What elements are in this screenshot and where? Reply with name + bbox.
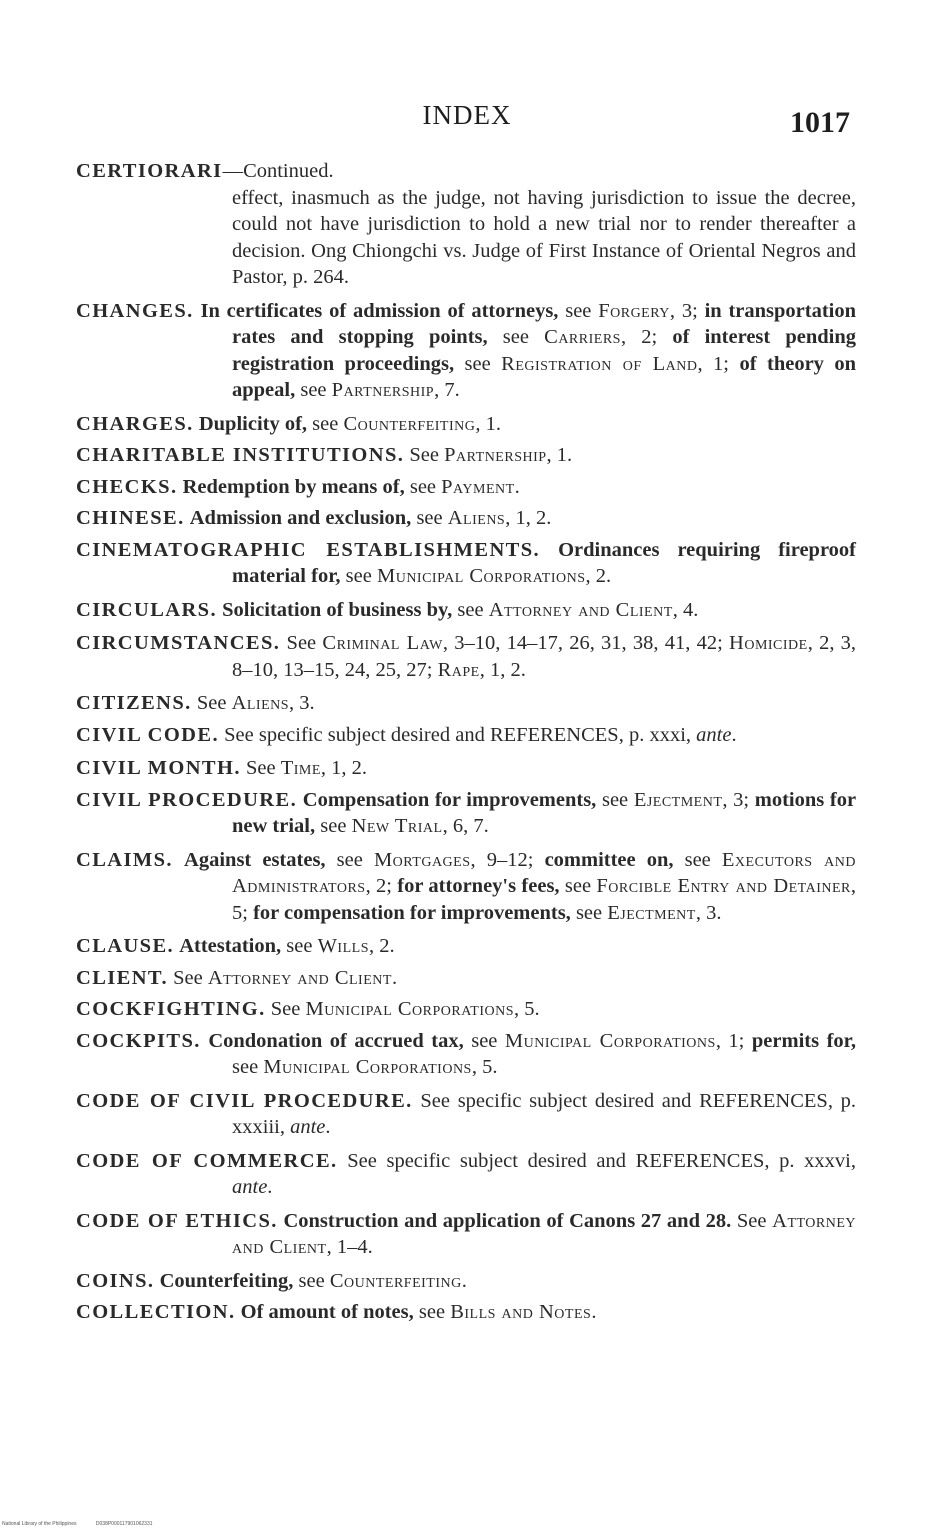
entry-headword: CLAIMS.: [76, 848, 173, 871]
entry-headword: CLAUSE.: [76, 935, 175, 957]
cross-reference: Forcible Entry and Detainer: [596, 875, 851, 897]
index-entry-code-of-ethics: CODE OF ETHICS. Construction and application of Canons 27 and 28. See Attorney and Client, 1–4.: [76, 1209, 857, 1258]
entry-headword: CHANGES.: [76, 299, 194, 322]
continued-label: —Continued.: [222, 160, 334, 182]
index-entry-civil-code: CIVIL CODE. See specific subject desired and REFERENCES, p. xxxi, ante.: [76, 723, 737, 746]
references-link: REFERENCES: [489, 723, 619, 746]
page-number: 1017: [790, 106, 850, 139]
scan-code: D038P000117901062331: [95, 1521, 153, 1527]
entry-headword: CODE OF CIVIL PROCEDURE.: [76, 1089, 413, 1112]
entry-headword: CIVIL CODE.: [76, 723, 219, 746]
index-entries: [76, 158, 856, 1331]
cross-reference: Municipal Corporations: [263, 1056, 472, 1078]
entry-headword: COCKFIGHTING.: [76, 998, 266, 1020]
cross-reference: Municipal Corporations: [305, 998, 515, 1020]
cross-reference: Ejectment: [607, 901, 696, 924]
page-header: [0, 100, 934, 140]
entry-headword: CIVIL MONTH.: [76, 757, 241, 779]
cross-reference: Aliens: [231, 692, 290, 714]
index-entry-citizens: CITIZENS. See Aliens, 3.: [76, 692, 315, 714]
cross-reference: Bills and Notes: [450, 1301, 592, 1323]
cross-reference: Forgery: [598, 299, 670, 322]
cross-reference: Executors and Administrators: [232, 848, 857, 897]
cross-reference: Criminal Law: [322, 632, 443, 654]
cross-reference: Aliens: [447, 507, 506, 529]
cross-reference: Partnership: [331, 379, 435, 401]
entry-headword: CINEMATOGRAPHIC ESTABLISHMENTS.: [76, 538, 541, 561]
index-entry-cinematographic-establishments: CINEMATOGRAPHIC ESTABLISHMENTS. Ordinances requiring fireproof material for, see Municipal Corporations, 2.: [76, 538, 857, 587]
index-entry-chinese: CHINESE. Admission and exclusion, see Aliens, 1, 2.: [76, 507, 552, 529]
entry-text: effect, inasmuch as the judge, not having jurisdiction to issue the decree, could not have jurisdiction to hold a new trial nor to render thereafter a decision. Ong Chiongchi vs. Judge of First Instance of Oriental Negros and Pastor, p. 264.: [232, 186, 856, 288]
index-entry-cockfighting: COCKFIGHTING. See Municipal Corporations, 5.: [76, 998, 540, 1020]
cross-reference: Homicide: [729, 632, 808, 654]
cross-reference: Payment: [441, 475, 515, 498]
entry-headword: CHARITABLE INSTITUTIONS.: [76, 444, 405, 466]
entry-headword: COCKPITS.: [76, 1029, 201, 1052]
entry-headword: CHARGES.: [76, 412, 194, 435]
index-entry-circulars: CIRCULARS. Solicitation of business by, see Attorney and Client, 4.: [76, 598, 699, 621]
cross-reference: Attorney and Client: [232, 1209, 857, 1258]
cross-reference: Attorney and Client: [488, 598, 673, 621]
index-entry-certiorari: [76, 158, 856, 291]
index-entry-civil-procedure: CIVIL PROCEDURE. Compensation for improvements, see Ejectment, 3; motions for new trial, see New Trial, 6, 7.: [76, 788, 857, 837]
cross-reference: Mortgages: [373, 848, 471, 871]
index-entry-collection: COLLECTION. Of amount of notes, see Bills and Notes.: [76, 1301, 597, 1323]
index-entry-client: CLIENT. See Attorney and Client.: [76, 966, 398, 989]
scan-footer: [2, 1521, 171, 1527]
cross-reference: Counterfeiting: [343, 412, 476, 435]
cross-reference: Carriers: [544, 326, 621, 348]
cross-reference: Rape: [437, 658, 480, 681]
cross-reference: Wills: [317, 935, 369, 957]
entry-headword: CODE OF ETHICS.: [76, 1209, 278, 1232]
index-entry-civil-month: CIVIL MONTH. See Time, 1, 2.: [76, 757, 368, 779]
index-entry-charitable-institutions: CHARITABLE INSTITUTIONS. See Partnership, 1.: [76, 444, 573, 466]
entry-headword: CODE OF COMMERCE.: [76, 1149, 338, 1172]
cross-reference: Counterfeiting: [329, 1269, 462, 1292]
cross-reference: New Trial: [351, 815, 443, 837]
entry-headword: COLLECTION.: [76, 1301, 236, 1323]
library-credit: National Library of the Philippines: [2, 1521, 77, 1527]
index-entry-changes: CHANGES. In certificates of admission of attorneys, see Forgery, 3; in transportation rates and stopping points, see Carriers, 2; of interest pending registration proceedings, see Registration of Land, 1; of theory on appeal, see Partnership, 7.: [76, 299, 857, 401]
page-title: INDEX: [422, 100, 512, 130]
cross-reference: Attorney and Client: [207, 966, 392, 989]
cross-reference: Partnership: [444, 444, 547, 466]
cross-reference: Municipal Corporations: [376, 565, 586, 587]
cross-reference: Registration of Land: [501, 352, 698, 375]
entry-headword: CIRCULARS.: [76, 598, 218, 621]
entry-headword: CIRCUMSTANCES.: [76, 632, 281, 654]
index-entry-charges: CHARGES. Duplicity of, see Counterfeiting, 1.: [76, 412, 501, 435]
entry-headword: CIVIL PROCEDURE.: [76, 788, 298, 811]
entry-headword: CLIENT.: [76, 966, 169, 989]
index-entry-claims: CLAIMS. Against estates, see Mortgages, 9–12; committee on, see Executors and Administrators, 2; for attorney's fees, see Forcible Entry and Detainer, 5; for compensation for improvements, see Ejectment, 3.: [76, 848, 857, 924]
index-entry-checks: CHECKS. Redemption by means of, see Payment.: [76, 475, 520, 498]
entry-headword: CHECKS.: [76, 475, 178, 498]
references-link: REFERENCES: [699, 1089, 828, 1112]
cross-reference: Ejectment: [633, 788, 723, 811]
index-entry-code-of-commerce: CODE OF COMMERCE. See specific subject desired and REFERENCES, p. xxxvi, ante.: [76, 1149, 857, 1198]
index-entry-circumstances: CIRCUMSTANCES. See Criminal Law, 3–10, 14–17, 26, 31, 38, 41, 42; Homicide, 2, 3, 8–10, 13–15, 24, 25, 27; Rape, 1, 2.: [76, 632, 857, 681]
index-entry-code-of-civil-procedure: CODE OF CIVIL PROCEDURE. See specific subject desired and REFERENCES, p. xxxiii, ante.: [76, 1089, 857, 1138]
entry-headword: CERTIORARI: [76, 160, 223, 182]
references-link: REFERENCES: [635, 1149, 765, 1172]
index-entry-clause: CLAUSE. Attestation, see Wills, 2.: [76, 935, 395, 957]
entry-headword: COINS.: [76, 1269, 155, 1292]
entry-headword: CHINESE.: [76, 507, 185, 529]
cross-reference: Municipal Corporations: [504, 1029, 716, 1052]
index-entry-coins: COINS. Counterfeiting, see Counterfeiting.: [76, 1269, 467, 1292]
index-entry-cockpits: COCKPITS. Condonation of accrued tax, see Municipal Corporations, 1; permits for, see Municipal Corporations, 5.: [76, 1029, 856, 1078]
entry-headword: CITIZENS.: [76, 692, 192, 714]
cross-reference: Time: [280, 757, 321, 779]
